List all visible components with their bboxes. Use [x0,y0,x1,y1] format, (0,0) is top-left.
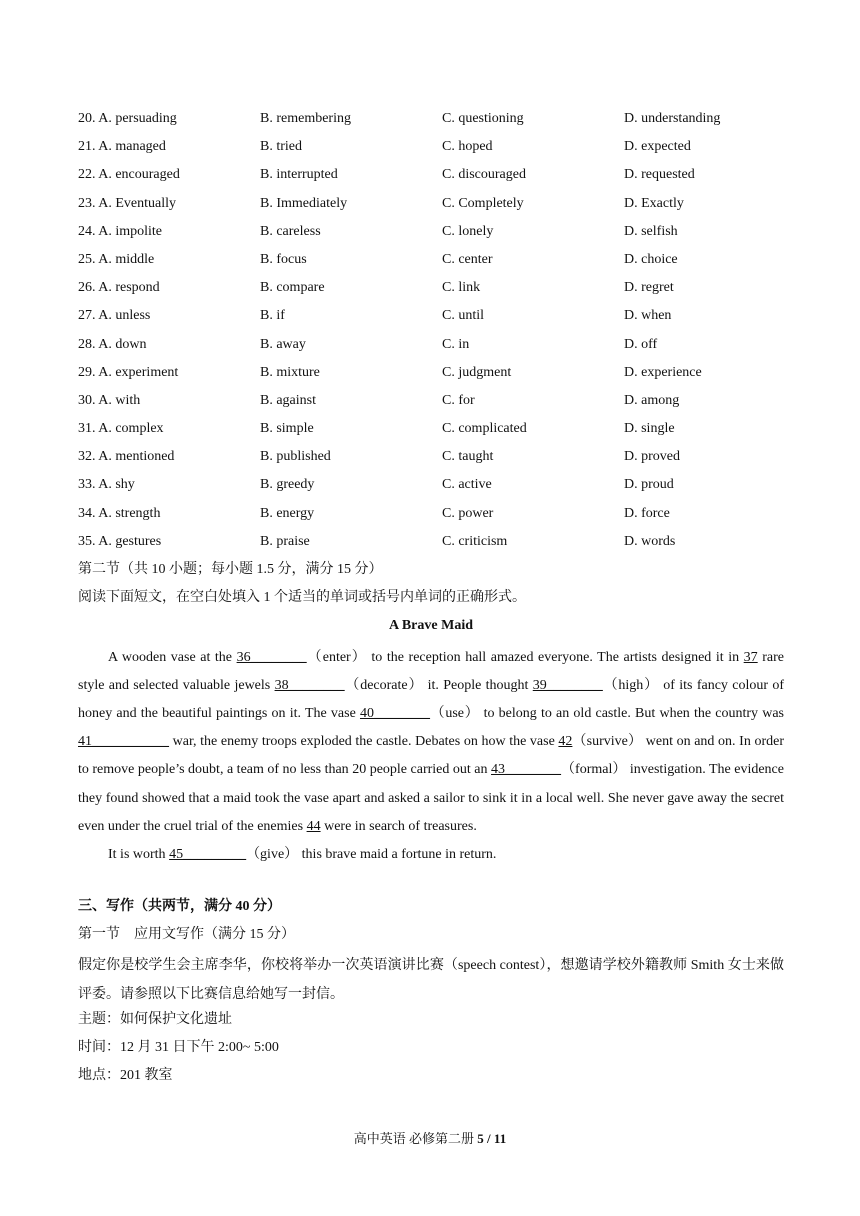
option-d: D. off [624,336,658,352]
option-c: C. questioning [442,111,524,126]
blank-38: 38________ [274,677,345,693]
option-d: D. among [624,392,680,408]
blank-45: 45_________ [169,846,247,862]
option-c: C. judgment [442,364,512,380]
passage-paragraph-2: It is worth 45_________（give） this brave maid a fortune in return. [108,846,497,862]
option-row [78,503,788,531]
option-b: B. tried [260,139,302,155]
option-d: D. words [624,533,676,549]
option-d: D. requested [624,167,695,183]
option-d: D. proved [624,449,680,465]
section2 [78,559,784,869]
option-row [78,334,788,362]
option-row [78,108,788,136]
option-d: D. proud [624,477,674,493]
option-a: 24. A. impolite [78,223,162,239]
option-a: 26. A. respond [78,280,160,296]
option-row [78,249,788,277]
option-c: C. for [442,392,475,408]
option-c: C. lonely [442,223,494,239]
option-row [78,446,788,474]
option-b: B. Immediately [260,195,348,211]
option-c: C. until [442,308,485,324]
option-row [78,418,788,446]
option-a: 20. A. persuading [78,111,177,126]
option-row [78,164,788,192]
option-a: 25. A. middle [78,251,155,267]
option-b: B. greedy [260,477,315,493]
option-row [78,305,788,333]
option-row [78,136,788,164]
option-b: B. energy [260,505,315,521]
option-d: D. when [624,308,672,324]
section2-instruction: 阅读下面短文，在空白处填入 1 个适当的单词或括号内单词的正确形式。 [78,590,526,606]
option-d: D. selfish [624,223,678,239]
option-d: D. regret [624,280,674,296]
option-b: B. careless [260,223,321,239]
option-a: 32. A. mentioned [78,449,175,465]
blank-40: 40________ [359,705,430,721]
option-a: 21. A. managed [78,139,166,155]
contest-time: 时间：12 月 31 日下午 2:00~ 5:00 [78,1039,279,1055]
options-table [78,108,788,559]
option-a: 27. A. unless [78,308,151,324]
option-d: D. Exactly [624,195,684,211]
blank-37: 37 [743,649,758,665]
option-d: D. choice [624,251,678,267]
option-row [78,221,788,249]
passage-paragraph-1: A wooden vase at the 36________（enter） to the reception hall amazed everyone. The artists designed it in 37 rare style and selected valuable jewels 38________（decorate） it. People thought 39________（high） of its fancy colour of honey and the beautiful paintings on it. The vase 40________（use） to belong to an old castle. But when the country was 41___________ war, the enemy troops exploded the castle. Debates on how the vase 42（survive） went on and on. In order to remove people’s doubt, a team of no less than 20 people carried out an 43________（formal） investigation. The evidence they found showed that a maid took the vase apart and asked a sailor to sink it in a local well. She never gave away the secret even under the cruel trial of the enemies 44 were in search of treasures. [78,649,784,834]
option-row [78,277,788,305]
option-d: D. expected [624,139,691,155]
option-b: B. praise [260,533,310,549]
option-b: B. against [260,392,316,408]
option-row [78,531,788,559]
option-d: D. understanding [624,111,721,126]
option-b: B. simple [260,421,314,437]
option-b: B. focus [260,251,307,267]
option-a: 22. A. encouraged [78,167,180,183]
option-b: B. interrupted [260,167,338,183]
option-b: B. mixture [260,364,320,380]
page-footer: 高中英语 必修第二册 5 / 11 [353,1131,507,1146]
option-b: B. remembering [260,111,351,126]
contest-topic: 主题：如何保护文化遗址 [78,1011,232,1027]
section3-subheading: 第一节 应用文写作（满分 15 分） [78,927,295,943]
option-a: 23. A. Eventually [78,195,176,211]
option-c: C. criticism [442,533,508,549]
option-c: C. hoped [442,139,493,155]
option-c: C. power [442,505,494,521]
section3 [78,896,784,1093]
option-d: D. experience [624,364,702,380]
option-c: C. complicated [442,421,527,437]
option-b: B. compare [260,280,325,296]
option-a: 31. A. complex [78,421,164,437]
option-a: 30. A. with [78,392,141,408]
option-c: C. center [442,251,493,267]
option-c: C. taught [442,449,494,465]
option-b: B. away [260,336,306,352]
option-row [78,362,788,390]
writing-prompt: 假定你是校学生会主席李华，你校将举办一次英语演讲比赛（speech contest），想邀请学校外籍教师 Smith 女士来做评委。请参照以下比赛信息给她写一封信。 [78,958,784,1002]
blank-41: 41___________ [78,734,169,750]
contest-place: 地点：201 教室 [78,1068,173,1084]
option-c: C. in [442,336,470,352]
section2-heading: 第二节（共 10 小题；每小题 1.5 分，满分 15 分） [78,562,383,577]
option-d: D. force [624,505,670,521]
blank-44: 44 [306,818,321,834]
option-d: D. single [624,421,675,437]
blank-43: 43________ [491,762,562,778]
option-a: 35. A. gestures [78,533,162,549]
option-c: C. Completely [442,195,524,211]
option-b: B. published [260,449,331,465]
page-number: 5 / 11 [477,1131,507,1146]
option-a: 33. A. shy [78,477,135,493]
option-b: B. if [260,308,285,324]
option-row [78,390,788,418]
option-row [78,193,788,221]
blank-36: 36________ [236,649,307,665]
blank-42: 42 [558,734,573,750]
option-a: 34. A. strength [78,505,161,521]
option-a: 28. A. down [78,336,147,352]
blank-39: 39________ [532,677,603,693]
option-row [78,474,788,502]
option-c: C. discouraged [442,167,526,183]
section3-heading: 三、写作（共两节，满分 40 分） [78,899,281,914]
option-c: C. active [442,477,492,493]
option-a: 29. A. experiment [78,364,179,380]
option-c: C. link [442,280,481,296]
passage-title: A Brave Maid [389,618,473,634]
